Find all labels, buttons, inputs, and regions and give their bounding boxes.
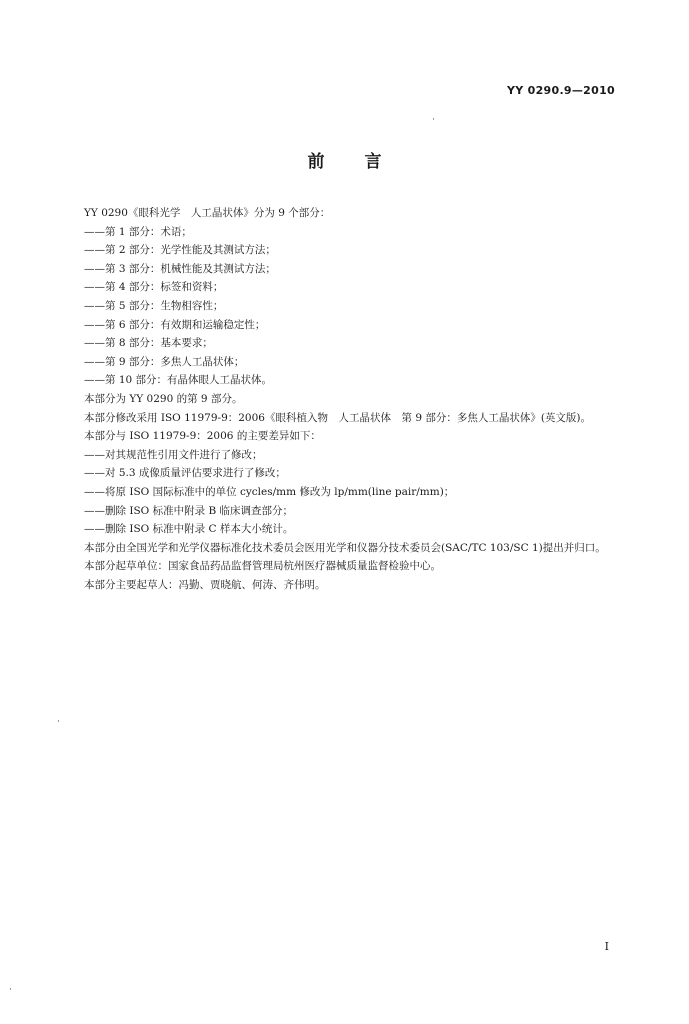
difference-item-2: ——对 5.3 成像质量评估要求进行了修改； [84,467,286,480]
part-item-10: ——第 10 部分：有晶体眼人工晶状体。 [84,374,273,387]
part-item-8: ——第 8 部分：基本要求； [84,337,213,350]
part-item-9: ——第 9 部分：多焦人工晶状体； [84,355,245,368]
scan-speck [433,118,434,120]
drafting-unit-paragraph: 本部分起草单位：国家食品药品监督管理局杭州医疗器械质量监督检验中心。 [84,560,441,573]
difference-item-3: ——将原 ISO 国际标准中的单位 cycles/mm 修改为 lp/mm(line pair/mm)； [84,485,455,498]
drafters-paragraph: 本部分主要起草人：冯勤、贾晓航、何涛、齐伟明。 [84,578,326,591]
differences-intro: 本部分与 ISO 11979-9：2006 的主要差异如下： [84,430,321,443]
proposed-by-paragraph: 本部分由全国光学和光学仪器标准化技术委员会医用光学和仪器分技术委员会(SAC/TC 103/SC 1)提出并归口。 [84,541,606,554]
foreword-body [62,204,622,594]
part-item-5: ——第 5 部分：生物相容性； [84,299,224,312]
difference-item-1: ——对其规范性引用文件进行了修改； [84,448,263,461]
part-item-2: ——第 2 部分：光学性能及其测试方法； [84,244,276,257]
standard-code: YY 0290.9—2010 [506,84,615,97]
difference-item-4: ——删除 ISO 标准中附录 B 临床调查部分； [84,504,294,517]
part-item-1: ——第 1 部分：术语； [84,225,192,238]
scan-speck [58,720,59,722]
part-item-3: ——第 3 部分：机械性能及其测试方法； [84,262,276,275]
intro-paragraph: YY 0290《眼科光学 人工晶状体》分为 9 个部分： [84,207,331,219]
part-item-6: ——第 6 部分：有效期和运输稳定性； [84,318,266,331]
difference-item-5: ——删除 ISO 标准中附录 C 样本大小统计。 [84,523,294,536]
page-number: I [604,940,609,953]
page-title: 前言 [307,152,422,172]
adoption-paragraph: 本部分修改采用 ISO 11979-9：2006《眼科植入物 人工晶状体 第 9 部分：多焦人工晶状体》(英文版)。 [84,411,592,424]
part-item-4: ——第 4 部分：标签和资料； [84,281,224,294]
scan-speck [10,988,11,990]
part-statement: 本部分为 YY 0290 的第 9 部分。 [84,392,243,405]
